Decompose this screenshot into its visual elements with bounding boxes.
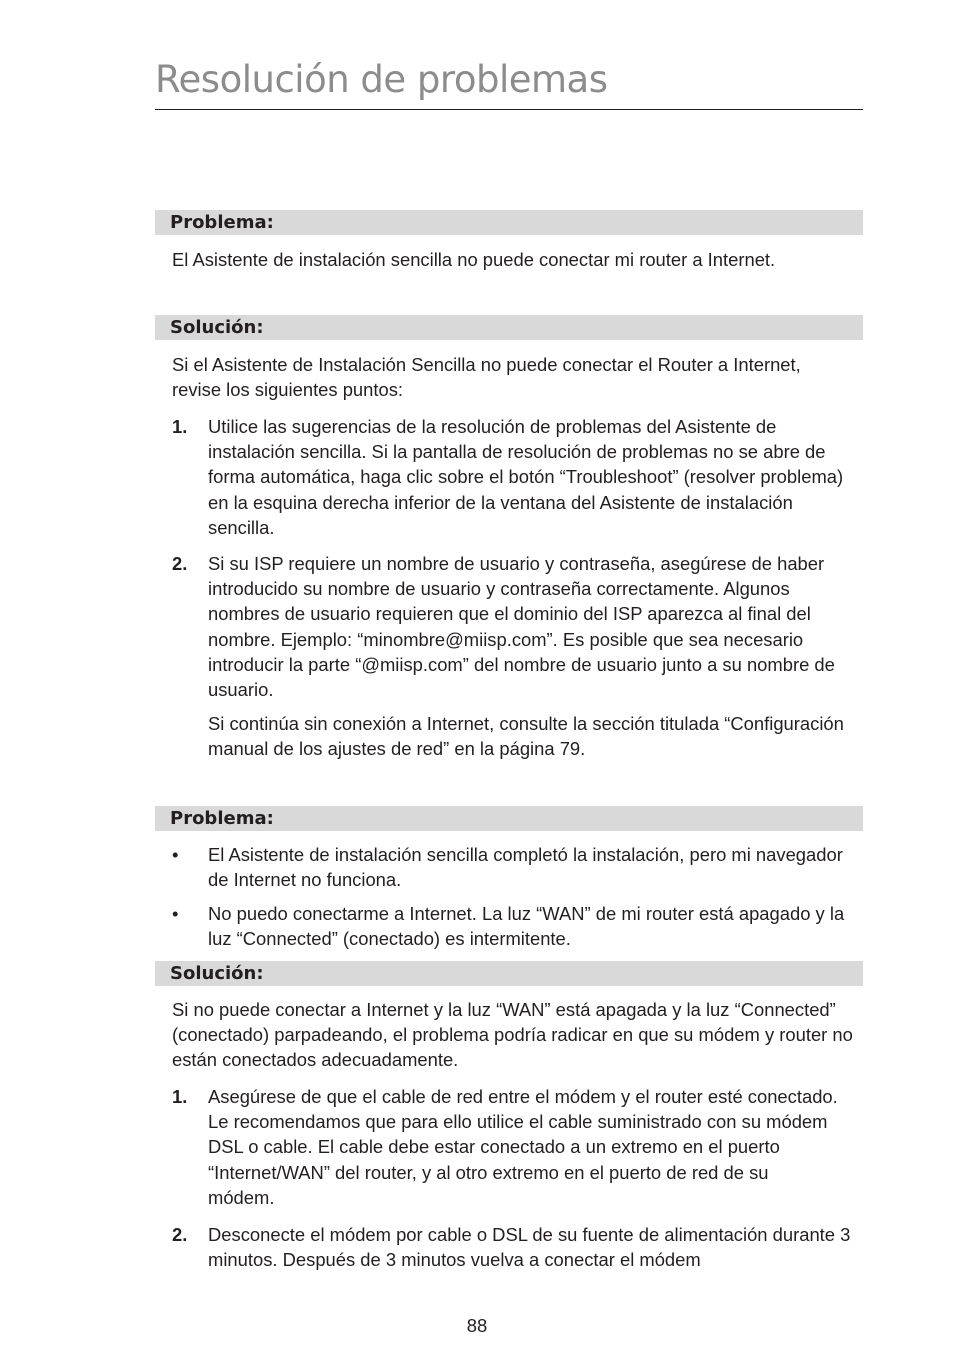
page-number: 88 bbox=[466, 1315, 488, 1336]
bullet-marker: • bbox=[172, 844, 179, 865]
step-number: 1. bbox=[172, 416, 188, 437]
followup-text: Si continúa sin conexión a Internet, consulte la sección titulada “Configuración manual de los ajustes de red” en la página 79. bbox=[208, 713, 844, 760]
problem-heading-bar bbox=[155, 806, 863, 831]
solution-heading: Solución: bbox=[170, 963, 264, 984]
solution-heading: Solución: bbox=[170, 317, 264, 338]
problem-text: El Asistente de instalación sencilla no puede conectar mi router a Internet. bbox=[172, 249, 776, 270]
bullet-marker: • bbox=[172, 903, 179, 924]
solution-intro: Si el Asistente de Instalación Sencilla no puede conectar el Router a Internet, revise los siguientes puntos: bbox=[172, 354, 801, 401]
step-text: Utilice las sugerencias de la resolución de problemas del Asistente de instalación sencilla. Si la pantalla de resolución de problemas no se abre de forma automática, haga clic sobre el botón “Troubleshoot” (resolver problema) en la esquina derecha inferior de la ventana del Asistente de instalación sencilla. bbox=[208, 416, 844, 538]
step-text: Asegúrese de que el cable de red entre el módem y el router esté conectado. Le recomendamos que para ello utilice el cable suministrado con su módem DSL o cable. El cable debe estar conectado a un extremo en el puerto “Internet/WAN” del router, y al otro extremo en el puerto de red de su módem. bbox=[208, 1086, 838, 1208]
problem-heading: Problema: bbox=[170, 212, 274, 233]
step-number: 2. bbox=[172, 553, 188, 574]
page-title: Resolución de problemas bbox=[155, 58, 608, 101]
solution-heading-bar bbox=[155, 961, 863, 986]
title-rule bbox=[155, 109, 863, 110]
bullet-text: No puedo conectarme a Internet. La luz “WAN” de mi router está apagado y la luz “Connected” (conectado) es intermitente. bbox=[208, 903, 845, 950]
step-number: 2. bbox=[172, 1224, 188, 1245]
problem-heading: Problema: bbox=[170, 808, 274, 829]
step-number: 1. bbox=[172, 1086, 188, 1107]
bullet-text: El Asistente de instalación sencilla completó la instalación, pero mi navegador de Internet no funciona. bbox=[208, 844, 843, 891]
step-text: Desconecte el módem por cable o DSL de su fuente de alimentación durante 3 minutos. Después de 3 minutos vuelva a conectar el módem bbox=[208, 1224, 851, 1271]
problem-heading-bar bbox=[155, 210, 863, 235]
solution-intro: Si no puede conectar a Internet y la luz “WAN” está apagada y la luz “Connected” (conectado) parpadeando, el problema podría radicar en que su módem y router no están conectados adecuadamente. bbox=[172, 999, 853, 1071]
solution-heading-bar bbox=[155, 315, 863, 340]
step-text: Si su ISP requiere un nombre de usuario y contraseña, asegúrese de haber introducido su nombre de usuario y contraseña correctamente. Algunos nombres de usuario requieren que el dominio del ISP aparezca al final del nombre. Ejemplo: “minombre@miisp.com”. Es posible que sea necesario introducir la parte “@miisp.com” del nombre de usuario junto a su nombre de usuario. bbox=[208, 553, 835, 701]
